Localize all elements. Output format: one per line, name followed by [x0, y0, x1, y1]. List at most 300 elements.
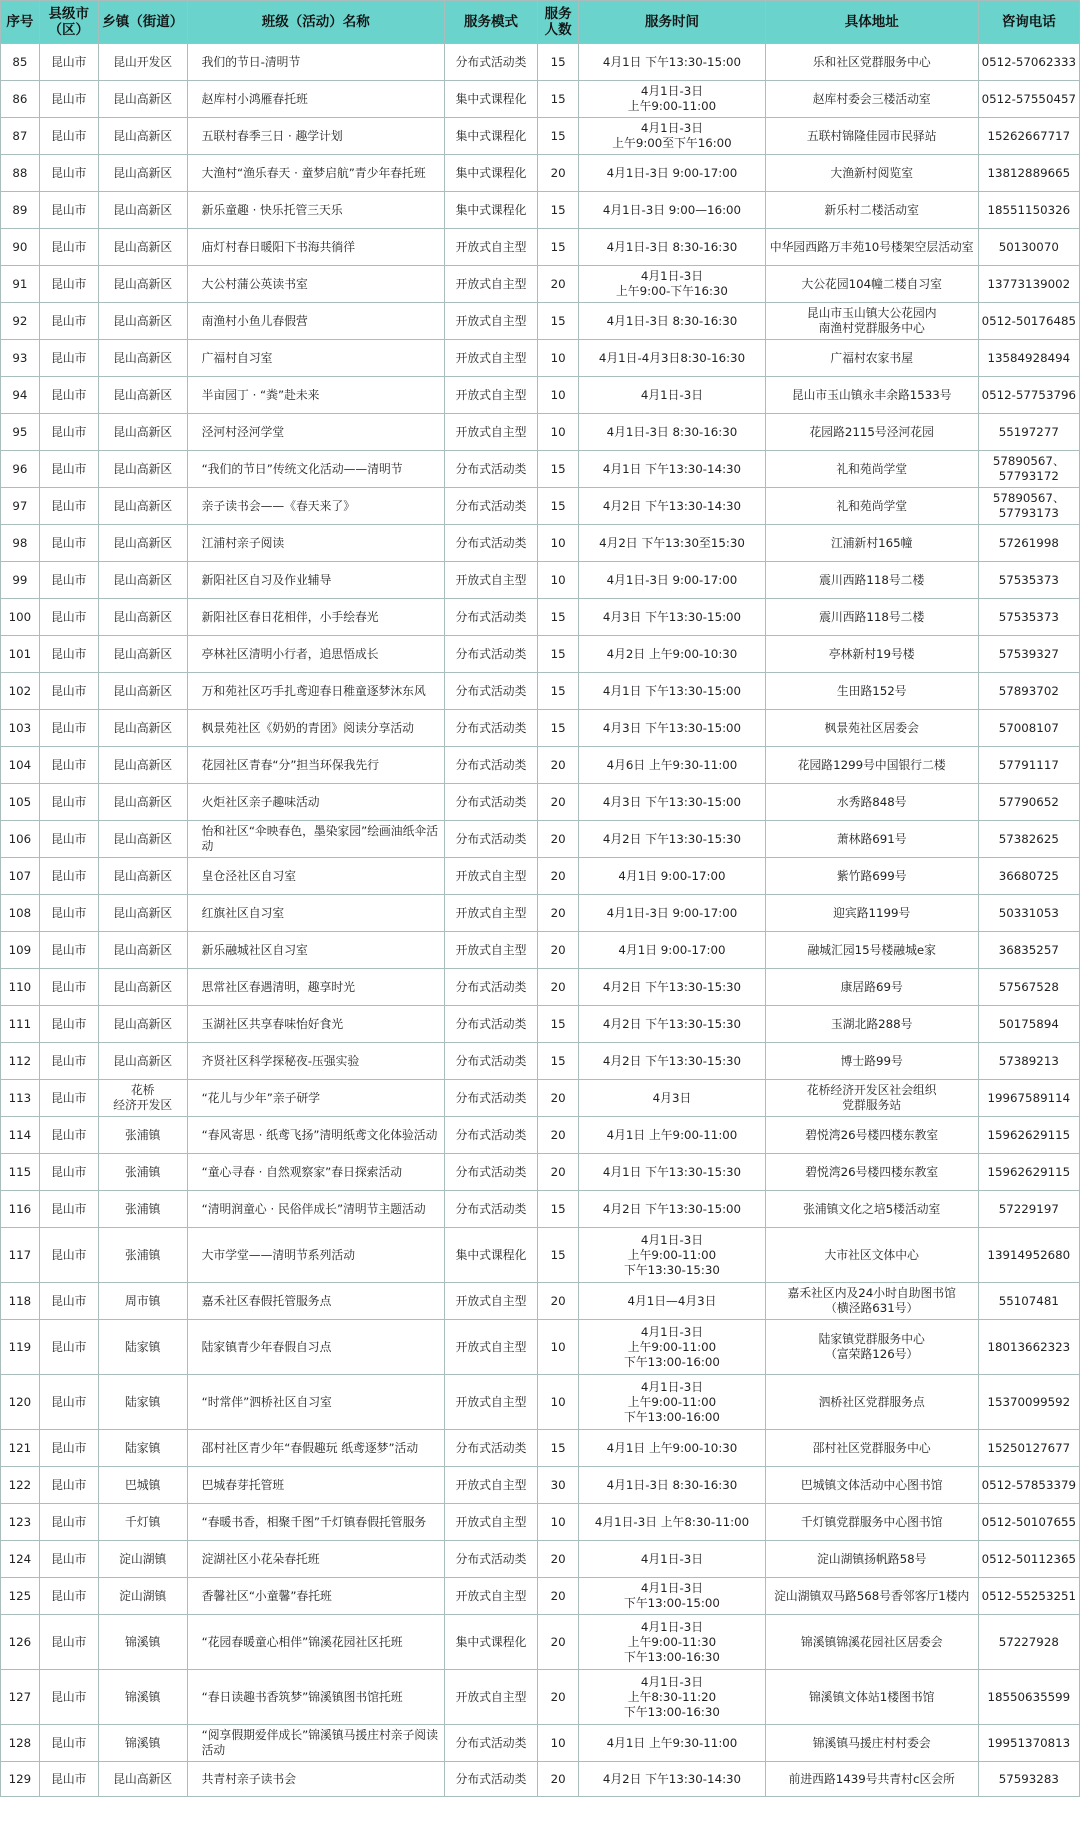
- row-activity-name: 新阳社区春日花相伴，小手绘春光: [187, 599, 444, 636]
- row-town: 昆山高新区: [98, 858, 187, 895]
- row-service-mode: 开放式自主型: [444, 1578, 537, 1615]
- row-index: 97: [1, 488, 40, 525]
- row-index: 110: [1, 969, 40, 1006]
- row-phone: 57535373: [978, 562, 1079, 599]
- row-activity-name: 淀湖社区小花朵春托班: [187, 1541, 444, 1578]
- row-activity-name: 花园社区青春“分”担当环保我先行: [187, 747, 444, 784]
- row-capacity: 20: [538, 1117, 579, 1154]
- table-row: [1, 710, 1080, 747]
- table-row: [1, 525, 1080, 562]
- row-activity-name: 亲子读书会——《春天来了》: [187, 488, 444, 525]
- row-index: 115: [1, 1154, 40, 1191]
- row-service-mode: 分布式活动类: [444, 969, 537, 1006]
- row-town: 昆山高新区: [98, 636, 187, 673]
- row-phone: 57593283: [978, 1762, 1079, 1797]
- row-phone: 13812889665: [978, 155, 1079, 192]
- row-phone: 13914952680: [978, 1228, 1079, 1283]
- row-service-mode: 开放式自主型: [444, 1504, 537, 1541]
- row-phone: 0512-50112365: [978, 1541, 1079, 1578]
- row-county: 昆山市: [39, 1154, 98, 1191]
- row-county: 昆山市: [39, 1615, 98, 1670]
- table-body: [1, 44, 1080, 1797]
- row-service-mode: 集中式课程化: [444, 1615, 537, 1670]
- row-service-mode: 开放式自主型: [444, 858, 537, 895]
- table-row: [1, 969, 1080, 1006]
- row-service-mode: 分布式活动类: [444, 44, 537, 81]
- row-town: 昆山高新区: [98, 81, 187, 118]
- row-county: 昆山市: [39, 192, 98, 229]
- row-activity-name: 红旗社区自习室: [187, 895, 444, 932]
- row-index: 96: [1, 451, 40, 488]
- row-capacity: 10: [538, 1375, 579, 1430]
- row-service-time: 4月6日 上午9:30-11:00: [579, 747, 766, 784]
- row-index: 101: [1, 636, 40, 673]
- row-town: 昆山高新区: [98, 1006, 187, 1043]
- row-phone: 0512-50107655: [978, 1504, 1079, 1541]
- row-service-time: 4月1日-3日 上午9:00-11:00 下午13:30-15:30: [579, 1228, 766, 1283]
- table-row: [1, 229, 1080, 266]
- row-service-time: 4月1日-3日 8:30-16:30: [579, 1467, 766, 1504]
- row-service-mode: 开放式自主型: [444, 377, 537, 414]
- row-index: 91: [1, 266, 40, 303]
- row-county: 昆山市: [39, 1375, 98, 1430]
- row-town: 昆山高新区: [98, 525, 187, 562]
- row-index: 121: [1, 1430, 40, 1467]
- header-row: [1, 1, 1080, 44]
- header-activity-name: 班级（活动）名称: [187, 1, 444, 44]
- row-county: 昆山市: [39, 303, 98, 340]
- table-row: [1, 44, 1080, 81]
- row-phone: 15262667717: [978, 118, 1079, 155]
- row-index: 106: [1, 821, 40, 858]
- row-phone: 57539327: [978, 636, 1079, 673]
- row-address: 泗桥社区党群服务点: [765, 1375, 978, 1430]
- row-town: 昆山高新区: [98, 784, 187, 821]
- row-service-time: 4月3日: [579, 1080, 766, 1117]
- row-service-time: 4月2日 下午13:30-15:30: [579, 1043, 766, 1080]
- row-address: 水秀路848号: [765, 784, 978, 821]
- row-index: 126: [1, 1615, 40, 1670]
- row-phone: 18551150326: [978, 192, 1079, 229]
- table-row: [1, 303, 1080, 340]
- row-index: 103: [1, 710, 40, 747]
- row-county: 昆山市: [39, 932, 98, 969]
- row-county: 昆山市: [39, 969, 98, 1006]
- row-capacity: 20: [538, 821, 579, 858]
- row-activity-name: 陆家镇青少年春假自习点: [187, 1320, 444, 1375]
- row-capacity: 20: [538, 858, 579, 895]
- row-capacity: 15: [538, 673, 579, 710]
- table-row: [1, 377, 1080, 414]
- row-index: 107: [1, 858, 40, 895]
- row-phone: 50175894: [978, 1006, 1079, 1043]
- table-row: [1, 1043, 1080, 1080]
- row-address: 震川西路118号二楼: [765, 562, 978, 599]
- row-phone: 57227928: [978, 1615, 1079, 1670]
- row-capacity: 15: [538, 710, 579, 747]
- row-county: 昆山市: [39, 377, 98, 414]
- row-service-mode: 开放式自主型: [444, 1283, 537, 1320]
- row-index: 100: [1, 599, 40, 636]
- row-service-time: 4月3日 下午13:30-15:00: [579, 599, 766, 636]
- row-phone: 0512-57753796: [978, 377, 1079, 414]
- row-service-time: 4月1日—4月3日: [579, 1283, 766, 1320]
- row-service-mode: 分布式活动类: [444, 1006, 537, 1043]
- row-phone: 57791117: [978, 747, 1079, 784]
- row-capacity: 15: [538, 1043, 579, 1080]
- row-address: 礼和苑尚学堂: [765, 451, 978, 488]
- row-town: 锦溪镇: [98, 1725, 187, 1762]
- row-activity-name: 大市学堂——清明节系列活动: [187, 1228, 444, 1283]
- row-activity-name: 玉湖社区共享春味怡好食光: [187, 1006, 444, 1043]
- row-service-mode: 分布式活动类: [444, 747, 537, 784]
- row-index: 129: [1, 1762, 40, 1797]
- row-capacity: 20: [538, 1615, 579, 1670]
- row-service-time: 4月1日 9:00-17:00: [579, 858, 766, 895]
- table-row: [1, 932, 1080, 969]
- table-row: [1, 192, 1080, 229]
- row-activity-name: 共青村亲子读书会: [187, 1762, 444, 1797]
- table-row: [1, 562, 1080, 599]
- row-service-time: 4月2日 下午13:30-14:30: [579, 488, 766, 525]
- row-phone: 0512-57853379: [978, 1467, 1079, 1504]
- row-service-time: 4月2日 下午13:30-14:30: [579, 1762, 766, 1797]
- row-index: 118: [1, 1283, 40, 1320]
- row-town: 昆山高新区: [98, 599, 187, 636]
- row-index: 89: [1, 192, 40, 229]
- row-phone: 50331053: [978, 895, 1079, 932]
- row-service-mode: 分布式活动类: [444, 1080, 537, 1117]
- row-county: 昆山市: [39, 673, 98, 710]
- row-activity-name: 庙灯村春日暖阳下书海共徜徉: [187, 229, 444, 266]
- row-capacity: 15: [538, 451, 579, 488]
- table-row: [1, 1762, 1080, 1797]
- row-address: 康居路69号: [765, 969, 978, 1006]
- row-service-time: 4月1日-3日 上午9:00-11:30 下午13:00-16:30: [579, 1615, 766, 1670]
- row-capacity: 15: [538, 44, 579, 81]
- row-activity-name: “童心寻春 · 自然观察家”春日探索活动: [187, 1154, 444, 1191]
- row-service-time: 4月2日 下午13:30-15:00: [579, 1191, 766, 1228]
- row-phone: 0512-55253251: [978, 1578, 1079, 1615]
- row-address: 花园路1299号中国银行二楼: [765, 747, 978, 784]
- row-phone: 57890567、 57793173: [978, 488, 1079, 525]
- row-address: 博士路99号: [765, 1043, 978, 1080]
- row-address: 中华园西路万丰苑10号楼架空层活动室: [765, 229, 978, 266]
- row-index: 119: [1, 1320, 40, 1375]
- row-address: 生田路152号: [765, 673, 978, 710]
- row-town: 昆山高新区: [98, 155, 187, 192]
- row-index: 116: [1, 1191, 40, 1228]
- row-county: 昆山市: [39, 1467, 98, 1504]
- row-capacity: 10: [538, 1320, 579, 1375]
- table-row: [1, 1578, 1080, 1615]
- row-address: 碧悦湾26号楼四楼东教室: [765, 1154, 978, 1191]
- row-service-mode: 开放式自主型: [444, 340, 537, 377]
- row-county: 昆山市: [39, 81, 98, 118]
- row-service-time: 4月2日 上午9:00-10:30: [579, 636, 766, 673]
- table-row: [1, 266, 1080, 303]
- row-index: 85: [1, 44, 40, 81]
- row-county: 昆山市: [39, 1670, 98, 1725]
- row-address: 锦溪镇锦溪花园社区居委会: [765, 1615, 978, 1670]
- row-index: 122: [1, 1467, 40, 1504]
- row-activity-name: 亭林社区清明小行者，追思悟成长: [187, 636, 444, 673]
- row-service-mode: 分布式活动类: [444, 1762, 537, 1797]
- row-service-mode: 分布式活动类: [444, 599, 537, 636]
- row-service-mode: 分布式活动类: [444, 636, 537, 673]
- row-service-time: 4月2日 下午13:30-15:30: [579, 969, 766, 1006]
- row-capacity: 15: [538, 192, 579, 229]
- row-service-mode: 集中式课程化: [444, 1228, 537, 1283]
- row-capacity: 20: [538, 1154, 579, 1191]
- row-capacity: 20: [538, 932, 579, 969]
- row-town: 昆山高新区: [98, 266, 187, 303]
- row-county: 昆山市: [39, 266, 98, 303]
- row-activity-name: 五联村春季三日 · 趣学计划: [187, 118, 444, 155]
- table-row: [1, 673, 1080, 710]
- table-row: [1, 1154, 1080, 1191]
- row-service-mode: 集中式课程化: [444, 81, 537, 118]
- row-activity-name: “我们的节日”传统文化活动——清明节: [187, 451, 444, 488]
- row-index: 123: [1, 1504, 40, 1541]
- table-row: [1, 414, 1080, 451]
- header-address: 具体地址: [765, 1, 978, 44]
- row-phone: 19967589114: [978, 1080, 1079, 1117]
- table-row: [1, 1615, 1080, 1670]
- row-town: 淀山湖镇: [98, 1541, 187, 1578]
- table-row: [1, 1080, 1080, 1117]
- row-index: 88: [1, 155, 40, 192]
- row-capacity: 15: [538, 303, 579, 340]
- row-service-time: 4月1日 下午13:30-14:30: [579, 451, 766, 488]
- row-activity-name: 江浦村亲子阅读: [187, 525, 444, 562]
- row-service-time: 4月2日 下午13:30至15:30: [579, 525, 766, 562]
- row-service-mode: 分布式活动类: [444, 1541, 537, 1578]
- table-row: [1, 747, 1080, 784]
- row-address: 前进西路1439号共青村c区会所: [765, 1762, 978, 1797]
- row-index: 125: [1, 1578, 40, 1615]
- row-phone: 13584928494: [978, 340, 1079, 377]
- row-town: 昆山高新区: [98, 932, 187, 969]
- row-service-time: 4月1日-3日 8:30-16:30: [579, 303, 766, 340]
- row-service-time: 4月1日 上午9:00-11:00: [579, 1117, 766, 1154]
- row-service-mode: 集中式课程化: [444, 118, 537, 155]
- row-capacity: 10: [538, 340, 579, 377]
- row-service-time: 4月1日-3日 8:30-16:30: [579, 229, 766, 266]
- row-capacity: 10: [538, 525, 579, 562]
- row-address: 赵库村委会三楼活动室: [765, 81, 978, 118]
- row-address: 萧林路691号: [765, 821, 978, 858]
- row-county: 昆山市: [39, 118, 98, 155]
- row-activity-name: 香馨社区“小童馨”春托班: [187, 1578, 444, 1615]
- row-county: 昆山市: [39, 1080, 98, 1117]
- row-phone: 0512-50176485: [978, 303, 1079, 340]
- row-activity-name: 半亩园丁 · “粪”赴未来: [187, 377, 444, 414]
- row-index: 95: [1, 414, 40, 451]
- table-row: [1, 81, 1080, 118]
- row-capacity: 15: [538, 118, 579, 155]
- row-capacity: 15: [538, 488, 579, 525]
- row-county: 昆山市: [39, 858, 98, 895]
- row-phone: 55107481: [978, 1283, 1079, 1320]
- row-activity-name: “春暖书香，相聚千图”千灯镇春假托管服务: [187, 1504, 444, 1541]
- row-phone: 57893702: [978, 673, 1079, 710]
- table-row: [1, 784, 1080, 821]
- row-address: 淀山湖镇双马路568号香邻客厅1楼内: [765, 1578, 978, 1615]
- row-activity-name: “春日读趣书香筑梦”锦溪镇图书馆托班: [187, 1670, 444, 1725]
- row-service-mode: 开放式自主型: [444, 1670, 537, 1725]
- row-service-mode: 分布式活动类: [444, 1117, 537, 1154]
- table-row: [1, 895, 1080, 932]
- row-town: 昆山高新区: [98, 414, 187, 451]
- row-index: 102: [1, 673, 40, 710]
- row-service-mode: 分布式活动类: [444, 784, 537, 821]
- row-capacity: 15: [538, 81, 579, 118]
- row-service-mode: 开放式自主型: [444, 1467, 537, 1504]
- row-capacity: 20: [538, 1541, 579, 1578]
- row-index: 127: [1, 1670, 40, 1725]
- row-service-time: 4月1日 9:00-17:00: [579, 932, 766, 969]
- row-address: 巴城镇文体活动中心图书馆: [765, 1467, 978, 1504]
- row-town: 淀山湖镇: [98, 1578, 187, 1615]
- row-service-mode: 开放式自主型: [444, 1320, 537, 1375]
- row-town: 昆山高新区: [98, 895, 187, 932]
- row-town: 昆山高新区: [98, 118, 187, 155]
- row-county: 昆山市: [39, 1320, 98, 1375]
- row-address: 震川西路118号二楼: [765, 599, 978, 636]
- row-town: 昆山高新区: [98, 562, 187, 599]
- row-capacity: 15: [538, 1430, 579, 1467]
- row-capacity: 10: [538, 377, 579, 414]
- row-index: 113: [1, 1080, 40, 1117]
- row-address: 昆山市玉山镇永丰余路1533号: [765, 377, 978, 414]
- row-capacity: 10: [538, 1725, 579, 1762]
- row-activity-name: 思常社区春遇清明，趣享时光: [187, 969, 444, 1006]
- row-service-time: 4月1日-3日 上午8:30-11:00: [579, 1504, 766, 1541]
- row-address: 大公花园104幢二楼自习室: [765, 266, 978, 303]
- row-phone: 57567528: [978, 969, 1079, 1006]
- row-county: 昆山市: [39, 155, 98, 192]
- row-service-time: 4月1日-3日 9:00-17:00: [579, 562, 766, 599]
- row-town: 花桥 经济开发区: [98, 1080, 187, 1117]
- row-town: 周市镇: [98, 1283, 187, 1320]
- row-service-mode: 分布式活动类: [444, 1154, 537, 1191]
- row-service-mode: 分布式活动类: [444, 1725, 537, 1762]
- row-service-time: 4月3日 下午13:30-15:00: [579, 710, 766, 747]
- row-service-mode: 分布式活动类: [444, 525, 537, 562]
- row-address: 花园路2115号泾河花园: [765, 414, 978, 451]
- row-address: 邵村社区党群服务中心: [765, 1430, 978, 1467]
- header-service-mode: 服务模式: [444, 1, 537, 44]
- row-service-time: 4月1日 下午13:30-15:30: [579, 1154, 766, 1191]
- row-phone: 0512-57062333: [978, 44, 1079, 81]
- row-town: 昆山高新区: [98, 451, 187, 488]
- row-address: 广福村农家书屋: [765, 340, 978, 377]
- row-capacity: 20: [538, 1283, 579, 1320]
- row-county: 昆山市: [39, 340, 98, 377]
- row-service-mode: 开放式自主型: [444, 895, 537, 932]
- table-row: [1, 118, 1080, 155]
- row-index: 94: [1, 377, 40, 414]
- row-capacity: 10: [538, 414, 579, 451]
- row-capacity: 20: [538, 747, 579, 784]
- row-service-mode: 开放式自主型: [444, 303, 537, 340]
- row-address: 枫景苑社区居委会: [765, 710, 978, 747]
- row-service-mode: 开放式自主型: [444, 932, 537, 969]
- row-index: 108: [1, 895, 40, 932]
- row-county: 昆山市: [39, 1283, 98, 1320]
- row-town: 巴城镇: [98, 1467, 187, 1504]
- row-index: 86: [1, 81, 40, 118]
- row-address: 五联村锦隆佳园市民驿站: [765, 118, 978, 155]
- row-address: 淀山湖镇扬帆路58号: [765, 1541, 978, 1578]
- row-service-mode: 分布式活动类: [444, 673, 537, 710]
- row-phone: 57535373: [978, 599, 1079, 636]
- table-row: [1, 1006, 1080, 1043]
- row-index: 92: [1, 303, 40, 340]
- row-activity-name: “春风寄思 · 纸鸢飞扬”清明纸鸢文化体验活动: [187, 1117, 444, 1154]
- table-row: [1, 1725, 1080, 1762]
- row-town: 昆山开发区: [98, 44, 187, 81]
- row-phone: 50130070: [978, 229, 1079, 266]
- row-service-mode: 分布式活动类: [444, 710, 537, 747]
- row-index: 124: [1, 1541, 40, 1578]
- row-capacity: 20: [538, 155, 579, 192]
- row-service-time: 4月1日-3日 8:30-16:30: [579, 414, 766, 451]
- row-town: 陆家镇: [98, 1375, 187, 1430]
- table-row: [1, 858, 1080, 895]
- row-address: 大渔新村阅览室: [765, 155, 978, 192]
- table-row: [1, 1320, 1080, 1375]
- row-address: 锦溪镇文体站1楼图书馆: [765, 1670, 978, 1725]
- row-town: 张浦镇: [98, 1191, 187, 1228]
- row-activity-name: 万和苑社区巧手扎鸢迎春日稚童逐梦沐东风: [187, 673, 444, 710]
- row-capacity: 15: [538, 599, 579, 636]
- row-service-time: 4月1日-3日 9:00-17:00: [579, 155, 766, 192]
- row-service-mode: 分布式活动类: [444, 1043, 537, 1080]
- row-activity-name: “时常伴”泗桥社区自习室: [187, 1375, 444, 1430]
- row-activity-name: 火炬社区亲子趣味活动: [187, 784, 444, 821]
- row-service-time: 4月1日-3日 上午9:00至下午16:00: [579, 118, 766, 155]
- row-phone: 57229197: [978, 1191, 1079, 1228]
- row-service-mode: 开放式自主型: [444, 229, 537, 266]
- row-county: 昆山市: [39, 1762, 98, 1797]
- table-row: [1, 1228, 1080, 1283]
- row-activity-name: 新乐融城社区自习室: [187, 932, 444, 969]
- row-activity-name: 枫景苑社区《奶奶的青团》阅读分享活动: [187, 710, 444, 747]
- row-service-time: 4月3日 下午13:30-15:00: [579, 784, 766, 821]
- row-county: 昆山市: [39, 1043, 98, 1080]
- row-town: 昆山高新区: [98, 377, 187, 414]
- row-county: 昆山市: [39, 895, 98, 932]
- row-capacity: 15: [538, 229, 579, 266]
- row-town: 锦溪镇: [98, 1615, 187, 1670]
- row-phone: 19951370813: [978, 1725, 1079, 1762]
- row-activity-name: “花儿与少年”亲子研学: [187, 1080, 444, 1117]
- row-capacity: 30: [538, 1467, 579, 1504]
- row-phone: 57389213: [978, 1043, 1079, 1080]
- row-service-mode: 开放式自主型: [444, 266, 537, 303]
- row-address: 嘉禾社区内及24小时自助图书馆 （横泾路631号）: [765, 1283, 978, 1320]
- row-activity-name: “阅享假期爱伴成长”锦溪镇马援庄村亲子阅读活动: [187, 1725, 444, 1762]
- row-address: 亭林新村19号楼: [765, 636, 978, 673]
- row-index: 105: [1, 784, 40, 821]
- row-county: 昆山市: [39, 747, 98, 784]
- row-index: 117: [1, 1228, 40, 1283]
- row-capacity: 20: [538, 969, 579, 1006]
- row-phone: 57261998: [978, 525, 1079, 562]
- header-county: 县级市（区）: [39, 1, 98, 44]
